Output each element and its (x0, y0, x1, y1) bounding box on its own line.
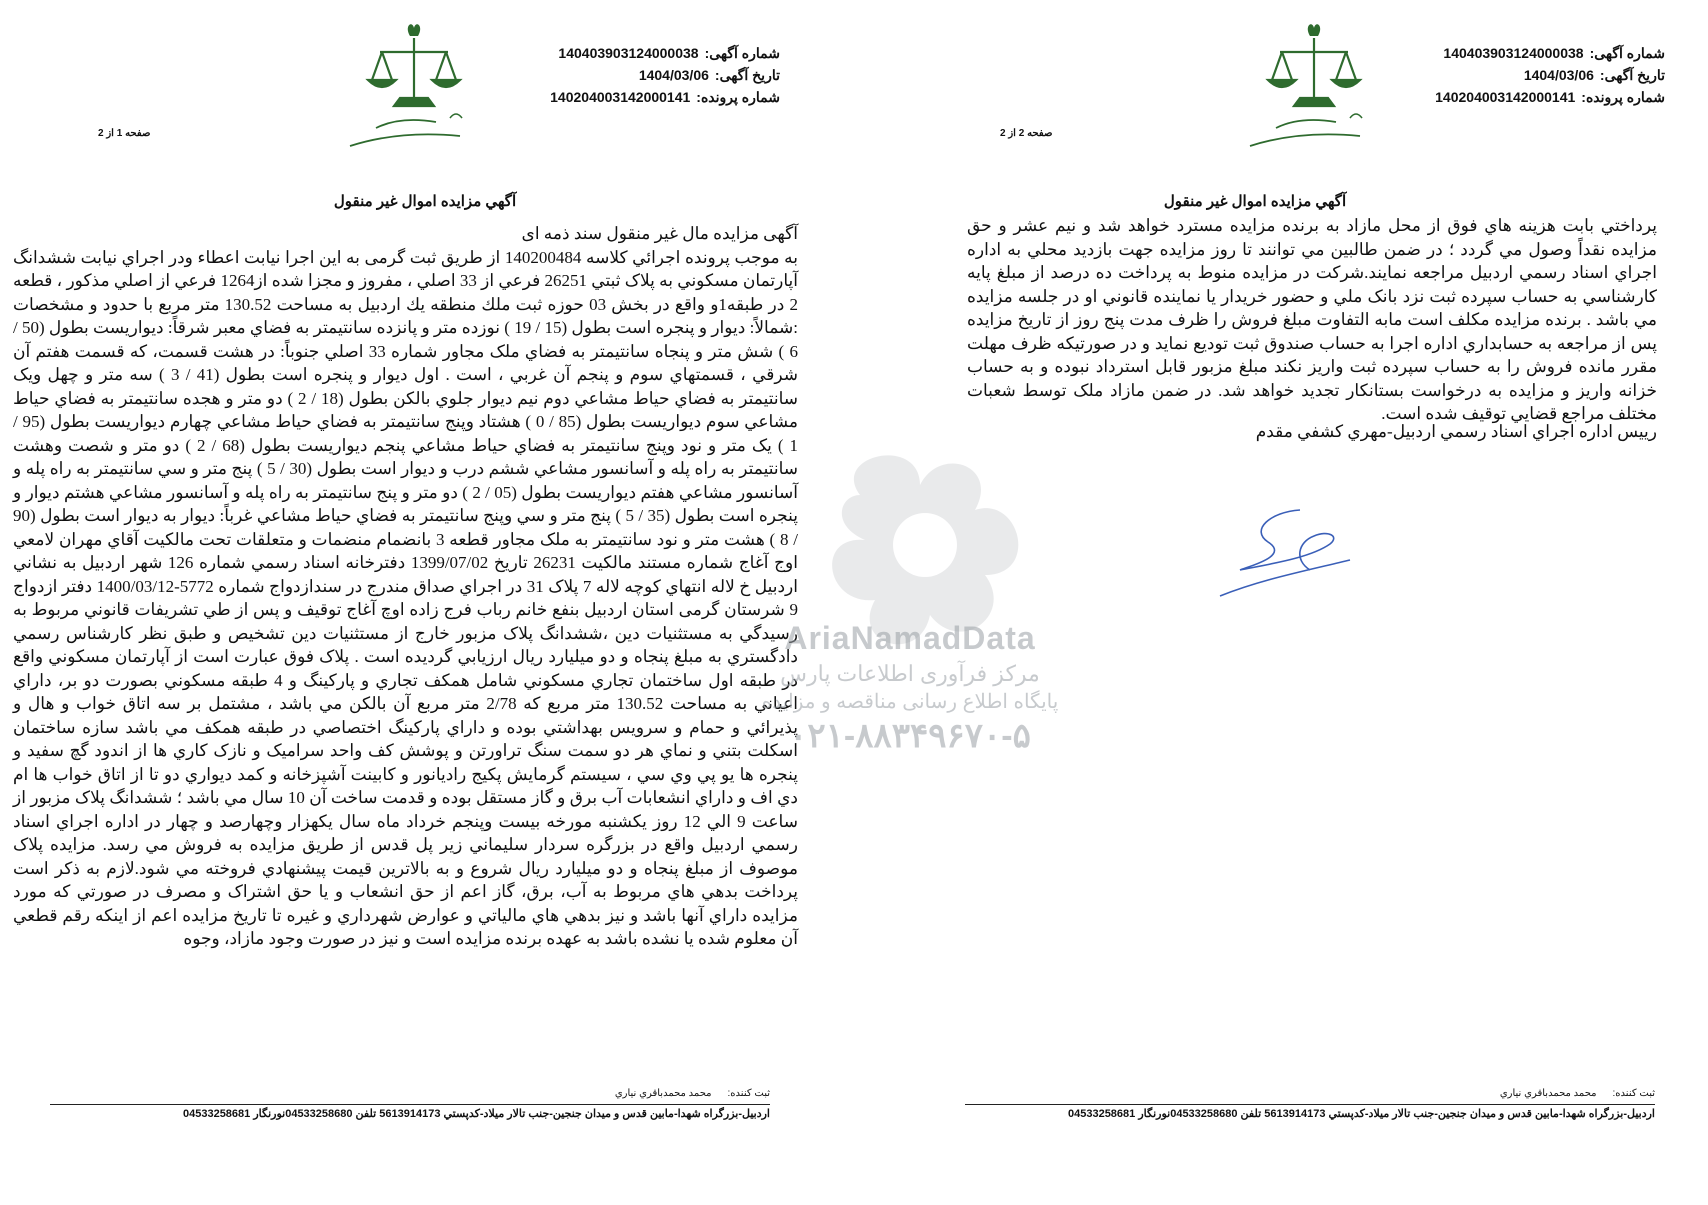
notice-number-label: شماره آگهی: (704, 45, 780, 61)
notice-date: 1404/03/06 (638, 67, 709, 83)
watermark-phone: ۰۲۱-۸۸۳۴۹۶۷۰-۵ (789, 717, 1031, 755)
handwritten-signature-icon (1210, 500, 1360, 610)
notice-title: آگهي مزايده اموال غير منقول (333, 193, 517, 210)
office-address: اردبيل-بزرگراه شهدا-مابين قدس و ميدان جنجين-جنب تالار ميلاد-كدپستي 5613914173 تلفن 04533258680نورنگار 04533258681 (50, 1104, 770, 1120)
notice-page-1 (0, 0, 850, 1205)
registrar-label: ثبت كننده: (727, 1088, 770, 1099)
file-number-label: شماره پرونده: (696, 89, 780, 105)
notice-number: 140403903124000038 (1443, 45, 1584, 61)
watermark-line-1: مرکز فرآوری اطلاعات پارس (780, 661, 1040, 686)
notice-footer (965, 1088, 1655, 1120)
file-number-label: شماره پرونده: (1581, 89, 1665, 105)
official-signoff: رييس اداره اجراي اسناد رسمي اردبيل-مهري كشفي مقدم (1255, 422, 1657, 441)
notice-body-continued: پرداختي بابت هزينه هاي فوق از محل مازاد به برنده مزايده مسترد خواهد شد و نيم عشر و حق مزايده نقداً وصول مي گردد ؛ در ضمن طالبين مي توانند تا روز مزايده جهت بازديد محلي به اداره اجراي اسناد رسمي اردبيل مراجعه نمايند.شركت در مزايده منوط به پرداخت ده درصد از مبلغ پايه كارشناسي به حساب سپرده ثبت نزد بانک ملي و حضور خريدار يا نماينده قانوني او در جلسه مزايده مي باشد . برنده مزايده مكلف است مابه التفاوت مبلغ فروش را ظرف مدت پنج روز از تاريخ مزايده پس از مراجعه به حسابداري اداره اجرا به حساب صندوق ثبت توديع نمايد و در صورتيكه ظرف مهلت مقرر مانده فروش را به حساب سپرده ثبت واريز نكند مبلغ مزبور قابل استرداد نبوده و به حساب خزانه واريز و مزايده به درخواست بستانكار تجديد خواهد شد. در ضمن مازاد ملک توسط شعبات مختلف مراجع قضايي توقيف شده است. (967, 216, 1657, 423)
page-number: صفحه 1 از 2 (98, 128, 151, 139)
watermark-brand: AriaNamadData (784, 620, 1036, 656)
notice-body: آگهی مزایده مال غیر منقول سند ذمه ای به موجب پرونده اجرائي كلاسه 140200484 از طريق ثبت گرمی به اين اجرا نيابت اعطاء ودر اجراي نيابت ششدانگ آپارتمان مسكوني به پلاک ثبتي 26251 فرعي از 33 اصلي ، مفروز و مجزا شده از1264 فرعي از اصلي مذكور ، قطعه 2 در طبقه1و واقع در بخش 03 حوزه ثبت ملك منطقه يك اردبيل به مساحت 130.52 متر مربع با حدود و مشخصات :شمالاً: ديوار و پنجره است بطول (15 / 19 ) نوزده متر و پانزده سانتيمتر به فضاي معبر شرقاً: ديواريست بطول (50 / 6 ) شش متر و پنجاه سانتيمتر به فضاي ملک مجاور شماره 33 اصلي جنوباً: در هشت قسمت، كه قسمت هفتم آن شرقي ، قسمتهاي سوم و پنجم آن غربي ، است . اول ديوار و پنجره است بطول (41 / 3 ) سه متر و چهل ويک سانتيمتر به فضاي حياط مشاعي دوم نيم ديوار جلوي بالكن بطول (18 / 2 ) دو متر و هجده سانتيمتر به فضاي حياط مشاعي سوم ديواريست بطول (85 / 0 ) هشتاد وپنج سانتيمتر به فضاي حياط مشاعي چهارم ديواريست بطول (95 / 1 ) يک متر و نود وپنج سانتيمتر به فضاي حياط مشاعي پنجم ديواريست بطول (68 / 2 ) دو متر و شصت وهشت سانتيمتر به راه پله و آسانسور مشاعي ششم درب و ديوار است بطول (30 / 5 ) پنج متر و سي سانتيمتر به راه پله و آسانسور مشاعي هفتم ديواريست بطول (05 / 2 ) دو متر و پنج سانتيمتر به راه پله و آسانسور مشاعي هشتم ديوار و پنجره است بطول (35 / 5 ) پنج متر و سي وپنج سانتيمتر به فضاي حياط مشاعي غرباً: ديوار به ديوار است بطول (90 / 8 ) هشت متر و نود سانتيمتر به ملک مجاور قطعه 3 بانضمام منضمات و متعلقات تحت مالكيت آقاي مهران لامعي اوج آغاج شماره مستند مالكيت 26231 تاريخ 1399/07/02 دفترخانه اسناد رسمي شماره 126 شهر اردبيل به نشاني اردبيل خ لاله انتهاي كوچه لاله 7 پلاک 31 در اجراي صداق مندرج در سندازدواج شماره 5772-1400/03/12 دفتر ازدواج 9 شرستان گرمی استان اردبيل بنفع خانم رباب فرج زاده اوچ آغاج توقيف و پس از طي تشريفات قانوني مربوط به رسيدگي به مستثنيات دين ،ششدانگ پلاک مزبور خارج از مستثنيات دين تشخيص و طبق نظر كارشناس رسمي دادگستري به مبلغ پنجاه و دو ميليارد ريال ارزيابي گرديده است . پلاک فوق عبارت است از آپارتمان مسكوني واقع در طبقه اول ساختمان تجاري مسكوني شامل همكف تجاري و پاركينگ و 4 طبقه مسكوني بصورت دو بر، داراي اعياني به مساحت 130.52 متر مربع كه 2/78 متر مربع آن بالكن مي باشد ، مشتمل بر سه اتاق خواب و هال و پذيرائي و حمام و سرويس بهداشتي بوده و داراي پاركينگ اختصاصي در طبقه همكف مي باشد سازه ساختمان اسكلت بتني و نماي هر دو سمت سنگ تراورتن و پوشش كف واحد سراميک و نازک كاري ها از اندود گچ سفيد و پنجره ها يو پي وي سي ، سيستم گرمايش پكيج راديانور و كابينت آشپزخانه و كمد ديواري دو تا از اتاق خواب ها ام دي اف و داراي انشعابات آب برق و گاز مستقل بوده و قدمت ساخت آن 10 سال مي باشد ؛ ششدانگ پلاک مزبور از ساعت 9 الي 12 روز يكشنبه مورخه بيست وپنجم خرداد ماه سال يكهزار وچهارصد و چهار در اداره اجراي اسناد رسمي اردبيل واقع در بزرگره سردار سليماني زير پل قدس از طريق مزايده به فروش مي رسد. مزايده پلاک موصوف از مبلغ پنجاه و دو ميليارد ريال شروع و به بالاترين قيمت پيشنهادي فروخته مي شود.لازم به ذكر است پرداخت بدهي هاي مربوط به آب، برق، گاز اعم از حق انشعاب و يا حق اشتراک و مصرف در صورتي كه مورد مزايده داراي آنها باشد و نيز بدهي هاي مالياتي و عوارض شهرداري و غيره تا تاريخ مزايده اعم از اينكه رقم قطعي آن معلوم شده يا نشده باشد به عهده برنده مزايده است و نيز در صورت وجود مازاد، وجوه (13, 224, 799, 948)
judiciary-emblem-icon (340, 18, 530, 158)
notice-title: آگهي مزايده اموال غير منقول (1163, 193, 1347, 210)
notice-date: 1404/03/06 (1523, 67, 1594, 83)
registrar-name: محمد محمدباقري نياري (614, 1088, 712, 1099)
judiciary-emblem-icon (1240, 18, 1430, 158)
registrar-label: ثبت كننده: (1612, 1088, 1655, 1099)
notice-number: 140403903124000038 (558, 45, 699, 61)
notice-footer (50, 1088, 770, 1120)
office-address: اردبيل-بزرگراه شهدا-مابين قدس و ميدان جنجين-جنب تالار ميلاد-كدپستي 5613914173 تلفن 04533258680نورنگار 04533258681 (965, 1104, 1655, 1120)
notice-date-label: تاريخ آگهی: (1599, 67, 1665, 83)
watermark-line-2: پایگاه اطلاع رسانی مناقصه و مزایده (761, 691, 1059, 713)
file-number: 140204003142000141 (550, 89, 691, 105)
notice-date-label: تاريخ آگهی: (714, 67, 780, 83)
notice-number-label: شماره آگهی: (1589, 45, 1665, 61)
file-number: 140204003142000141 (1435, 89, 1576, 105)
notice-header (550, 42, 780, 108)
notice-header (1435, 42, 1665, 108)
page-number: صفحه 2 از 2 (1000, 128, 1053, 139)
registrar-name: محمد محمدباقري نياري (1499, 1088, 1597, 1099)
